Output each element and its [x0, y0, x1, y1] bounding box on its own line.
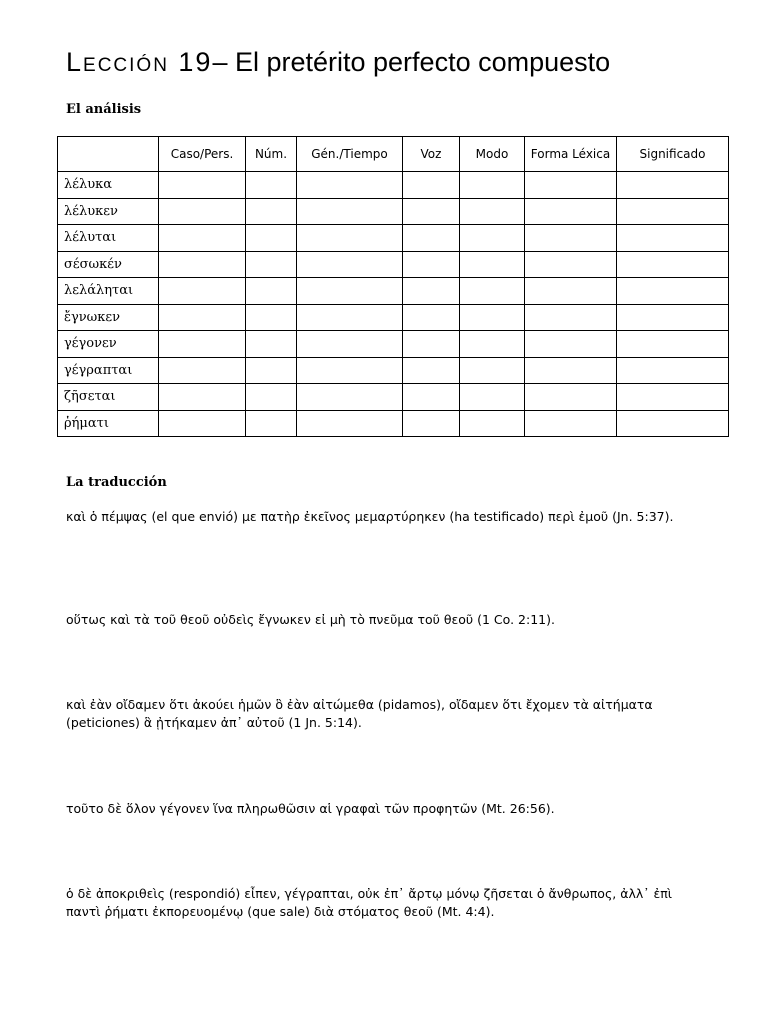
- answer-cell[interactable]: [403, 198, 460, 225]
- answer-cell[interactable]: [525, 304, 617, 331]
- answer-cell[interactable]: [617, 384, 729, 411]
- answer-cell[interactable]: [460, 410, 525, 437]
- translation-item: τοῦτο δὲ ὅλον γέγονεν ἵνα πληρωθῶσιν αἱ γραφαὶ τῶν προφητῶν (Mt. 26:56).: [66, 801, 555, 816]
- answer-cell[interactable]: [525, 410, 617, 437]
- translation-item: οὕτως καὶ τὰ τοῦ θεοῦ οὐδεὶς ἔγνωκεν εἰ μὴ τὸ πνεῦμα τοῦ θεοῦ (1 Co. 2:11).: [66, 612, 555, 627]
- answer-cell[interactable]: [297, 251, 403, 278]
- answer-cell[interactable]: [159, 198, 246, 225]
- answer-cell[interactable]: [617, 331, 729, 358]
- analysis-table: [57, 136, 729, 437]
- answer-cell[interactable]: [525, 384, 617, 411]
- answer-cell[interactable]: [460, 278, 525, 305]
- table-row: [58, 172, 729, 199]
- answer-cell[interactable]: [297, 304, 403, 331]
- column-header: Gén./Tiempo: [297, 137, 403, 172]
- answer-cell[interactable]: [460, 198, 525, 225]
- greek-word: ἔγνωκεν: [58, 304, 159, 331]
- answer-cell[interactable]: [297, 384, 403, 411]
- answer-cell[interactable]: [297, 225, 403, 252]
- answer-cell[interactable]: [525, 357, 617, 384]
- column-header: Núm.: [246, 137, 297, 172]
- greek-word: σέσωκέν: [58, 251, 159, 278]
- answer-cell[interactable]: [159, 304, 246, 331]
- answer-cell[interactable]: [403, 384, 460, 411]
- column-header: [58, 137, 159, 172]
- answer-cell[interactable]: [159, 410, 246, 437]
- answer-cell[interactable]: [525, 278, 617, 305]
- column-header: Voz: [403, 137, 460, 172]
- answer-cell[interactable]: [403, 278, 460, 305]
- answer-cell[interactable]: [403, 251, 460, 278]
- answer-cell[interactable]: [159, 357, 246, 384]
- greek-word: γέγονεν: [58, 331, 159, 358]
- table-row: [58, 410, 729, 437]
- answer-cell[interactable]: [617, 357, 729, 384]
- greek-word: λέλυκεν: [58, 198, 159, 225]
- greek-word: λέλυκα: [58, 172, 159, 199]
- answer-cell[interactable]: [246, 384, 297, 411]
- greek-word: ζῆσεται: [58, 384, 159, 411]
- answer-cell[interactable]: [246, 357, 297, 384]
- answer-cell[interactable]: [297, 357, 403, 384]
- analysis-heading: El análisis: [66, 102, 142, 117]
- answer-cell[interactable]: [246, 198, 297, 225]
- lesson-number: Lección 19: [66, 47, 213, 77]
- table-row: [58, 225, 729, 252]
- answer-cell[interactable]: [617, 225, 729, 252]
- answer-cell[interactable]: [617, 172, 729, 199]
- answer-cell[interactable]: [246, 172, 297, 199]
- answer-cell[interactable]: [460, 304, 525, 331]
- answer-cell[interactable]: [246, 278, 297, 305]
- answer-cell[interactable]: [525, 251, 617, 278]
- translation-item: καὶ ὁ πέμψας (el que envió) με πατὴρ ἐκεῖνος μεμαρτύρηκεν (ha testificado) περὶ ἐμοῦ (Jn. 5:37).: [66, 509, 674, 524]
- translation-heading: La traducción: [66, 475, 167, 490]
- page-title: [66, 46, 610, 79]
- answer-cell[interactable]: [297, 172, 403, 199]
- answer-cell[interactable]: [403, 357, 460, 384]
- column-header: Significado: [617, 137, 729, 172]
- table-row: [58, 278, 729, 305]
- answer-cell[interactable]: [460, 384, 525, 411]
- answer-cell[interactable]: [159, 225, 246, 252]
- answer-cell[interactable]: [403, 410, 460, 437]
- table-row: [58, 251, 729, 278]
- translation-item: ὁ δὲ ἀποκριθεὶς (respondió) εἶπεν, γέγραπται, οὐκ ἐπ᾽ ἄρτῳ μόνῳ ζῆσεται ὁ ἄνθρωπος, ἀλλ᾽ ἐπὶ παντὶ ῥήματι ἐκπορευομένῳ (que sale) διὰ στόματος θεοῦ (Mt. 4:4).: [66, 886, 673, 919]
- answer-cell[interactable]: [403, 331, 460, 358]
- answer-cell[interactable]: [297, 278, 403, 305]
- table-header-row: [58, 137, 729, 172]
- answer-cell[interactable]: [525, 225, 617, 252]
- answer-cell[interactable]: [159, 251, 246, 278]
- lesson-topic: – El pretérito perfecto compuesto: [212, 47, 611, 77]
- answer-cell[interactable]: [246, 225, 297, 252]
- answer-cell[interactable]: [159, 384, 246, 411]
- answer-cell[interactable]: [297, 198, 403, 225]
- answer-cell[interactable]: [246, 251, 297, 278]
- answer-cell[interactable]: [617, 198, 729, 225]
- answer-cell[interactable]: [460, 357, 525, 384]
- answer-cell[interactable]: [460, 331, 525, 358]
- answer-cell[interactable]: [297, 331, 403, 358]
- table-row: [58, 198, 729, 225]
- column-header: Forma Léxica: [525, 137, 617, 172]
- answer-cell[interactable]: [525, 172, 617, 199]
- answer-cell[interactable]: [460, 225, 525, 252]
- table-row: [58, 384, 729, 411]
- table-row: [58, 357, 729, 384]
- table-row: [58, 304, 729, 331]
- greek-word: λελάληται: [58, 278, 159, 305]
- answer-cell[interactable]: [246, 331, 297, 358]
- greek-word: ῥήματι: [58, 410, 159, 437]
- column-header: Modo: [460, 137, 525, 172]
- answer-cell[interactable]: [159, 172, 246, 199]
- answer-cell[interactable]: [617, 278, 729, 305]
- answer-cell[interactable]: [617, 304, 729, 331]
- answer-cell[interactable]: [246, 304, 297, 331]
- answer-cell[interactable]: [246, 410, 297, 437]
- answer-cell[interactable]: [297, 410, 403, 437]
- greek-word: λέλυται: [58, 225, 159, 252]
- answer-cell[interactable]: [403, 304, 460, 331]
- answer-cell[interactable]: [525, 198, 617, 225]
- answer-cell[interactable]: [617, 251, 729, 278]
- answer-cell[interactable]: [403, 172, 460, 199]
- answer-cell[interactable]: [460, 251, 525, 278]
- column-header: Caso/Pers.: [159, 137, 246, 172]
- answer-cell[interactable]: [525, 331, 617, 358]
- answer-cell[interactable]: [460, 172, 525, 199]
- table-row: [58, 331, 729, 358]
- answer-cell[interactable]: [403, 225, 460, 252]
- answer-cell[interactable]: [159, 331, 246, 358]
- greek-word: γέγραπται: [58, 357, 159, 384]
- translation-item: καὶ ἐὰν οἴδαμεν ὅτι ἀκούει ἡμῶν ὃ ἐὰν αἰτώμεθα (pidamos), οἴδαμεν ὅτι ἔχομεν τὰ αἰτήματα (peticiones) ἃ ᾐτήκαμεν ἀπ᾽ αὐτοῦ (1 Jn. 5:14).: [66, 697, 653, 730]
- answer-cell[interactable]: [159, 278, 246, 305]
- answer-cell[interactable]: [617, 410, 729, 437]
